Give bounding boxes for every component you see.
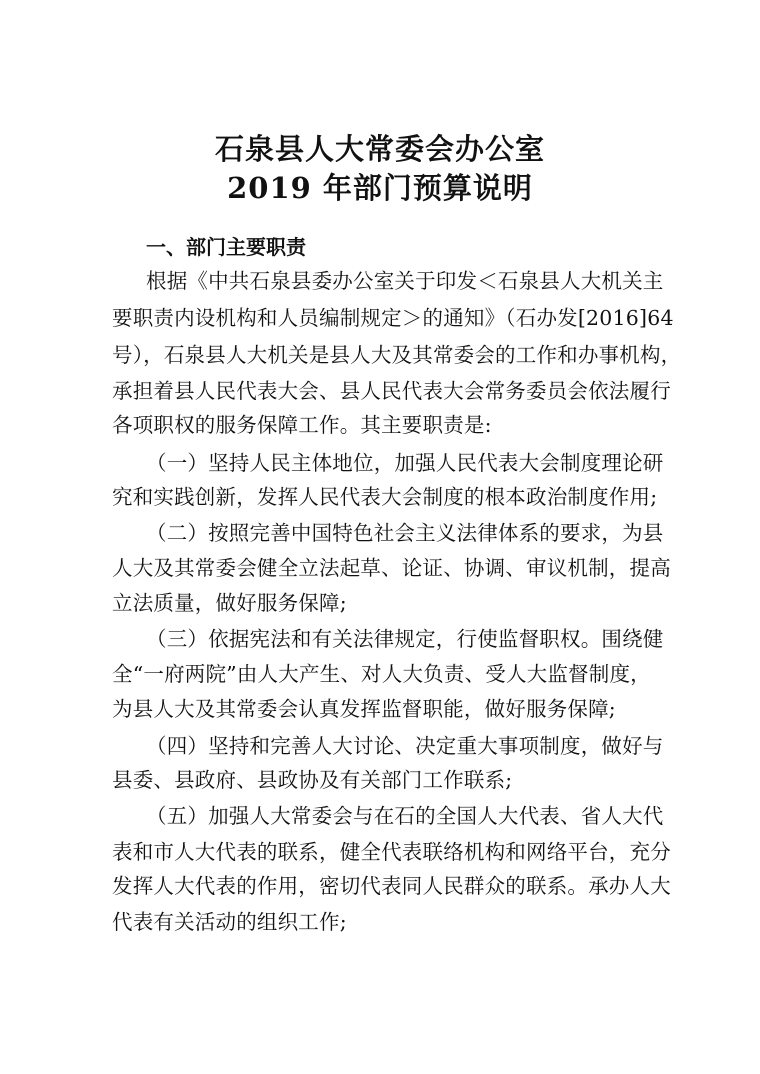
body-line: 代表有关活动的组织工作; <box>112 910 347 934</box>
body-line: （三）依据宪法和有关法律规定，行使监督职权。围绕健 <box>146 627 664 651</box>
body-line: 根据《中共石泉县委办公室关于印发＜石泉县人大机关主 <box>146 269 664 293</box>
body-line: 要职责内设机构和人员编制规定＞的通知》（石办发[2016]64 <box>112 306 674 330</box>
body-line: 承担着县人民代表大会、县人民代表大会常务委员会依法履行 <box>112 379 671 403</box>
body-line: 全“一府两院”由人大产生、对人大负责、受人大监督制度， <box>112 662 651 686</box>
body-line: 各项职权的服务保障工作。其主要职责是: <box>112 413 492 437</box>
body-line: （五）加强人大常委会与在石的全国人大代表、省人大代 <box>146 804 664 828</box>
body-line: 表和市人大代表的联系，健全代表联络机构和网络平台，充分 <box>112 840 671 864</box>
body-line: 究和实践创新，发挥人民代表大会制度的根本政治制度作用; <box>112 485 658 509</box>
body-line: 发挥人大代表的作用，密切代表同人民群众的联系。承办人大 <box>112 874 671 898</box>
body-line: 为县人大及其常委会认真发挥监督职能，做好服务保障; <box>112 697 616 721</box>
body-line: 人大及其常委会健全立法起草、论证、协调、审议机制，提高 <box>112 556 671 580</box>
body-line: （四）坚持和完善人大讨论、决定重大事项制度，做好与 <box>146 734 664 758</box>
body-line: 号），石泉县人大机关是县人大及其常委会的工作和办事机构， <box>112 343 682 367</box>
body-line: 立法质量，做好服务保障; <box>112 591 347 615</box>
body-line: （一）坚持人民主体地位，加强人民代表大会制度理论研 <box>146 451 664 475</box>
document-title-line-1: 石泉县人大常委会办公室 <box>214 132 545 166</box>
document-title-line-2: 2019 年部门预算说明 <box>227 171 533 205</box>
section-heading: 一、部门主要职责 <box>146 235 306 259</box>
body-line: （二）按照完善中国特色社会主义法律体系的要求，为县 <box>146 521 664 545</box>
body-line: 县委、县政府、县政协及有关部门工作联系; <box>112 768 513 792</box>
